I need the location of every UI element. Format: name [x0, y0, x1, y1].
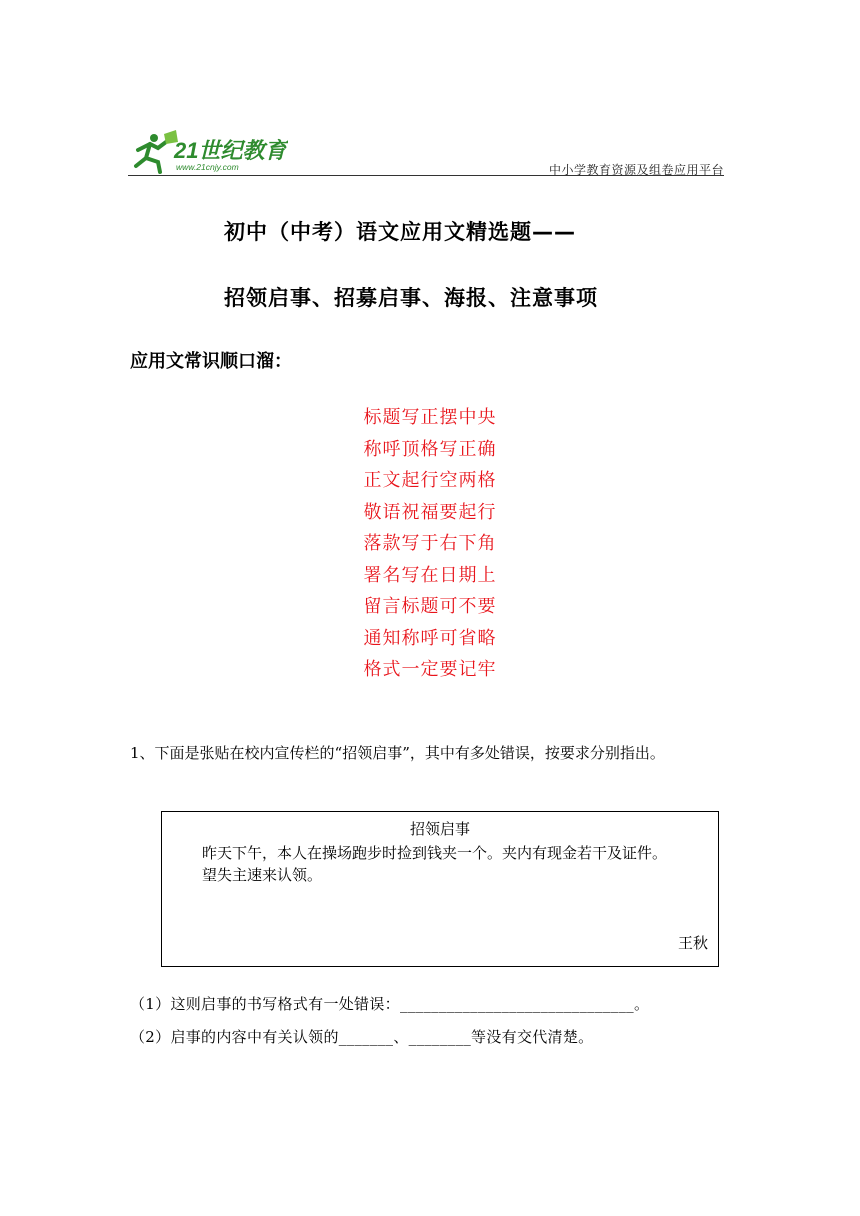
rhyme-line: 通知称呼可省略 [363, 627, 497, 649]
page-title-line1: 初中（中考）语文应用文精选题—— [224, 220, 576, 244]
notice-signature: 王秋 [677, 934, 708, 952]
rhyme-list [0, 402, 860, 686]
header-divider [128, 175, 724, 176]
lost-found-notice-box [161, 811, 719, 967]
page-header [128, 128, 724, 178]
svg-text:21世纪教育: 21世纪教育 [174, 138, 287, 163]
rhyme-line: 标题写正摆中央 [363, 407, 497, 428]
rhyme-line: 署名写在日期上 [363, 564, 497, 586]
runner-logo-icon [128, 128, 288, 178]
sub-question-1: （1）这则启事的书写格式有一处错误：______________________________。 [130, 995, 650, 1013]
rhyme-line: 格式一定要记牢 [363, 659, 497, 680]
notice-body [172, 842, 708, 886]
rhyme-line: 留言标题可不要 [363, 596, 497, 617]
sub-question-2: （2）启事的内容中有关认领的_______、________等没有交代清楚。 [130, 1028, 594, 1046]
page-title-line2: 招领启事、招募启事、海报、注意事项 [224, 286, 598, 310]
notice-paragraph: 望失主速来认领。 [202, 866, 323, 884]
notice-paragraph: 昨天下午，本人在操场跑步时捡到钱夹一个。夹内有现金若干及证件。 [202, 844, 668, 862]
notice-title: 招领启事 [409, 820, 470, 838]
platform-label: 中小学教育资源及组卷应用平台 [548, 163, 724, 177]
question-1-text: 1、下面是张贴在校内宣传栏的“招领启事”，其中有多处错误，按要求分别指出。 [130, 744, 665, 762]
rhyme-heading: 应用文常识顺口溜： [130, 351, 292, 372]
rhyme-line: 正文起行空两格 [363, 470, 497, 491]
rhyme-line: 敬语祝福要起行 [363, 501, 497, 523]
rhyme-line: 落款写于右下角 [363, 533, 497, 554]
logo [128, 128, 288, 178]
rhyme-line: 称呼顶格写正确 [363, 438, 497, 460]
svg-text:www.21cnjy.com: www.21cnjy.com [176, 162, 239, 172]
